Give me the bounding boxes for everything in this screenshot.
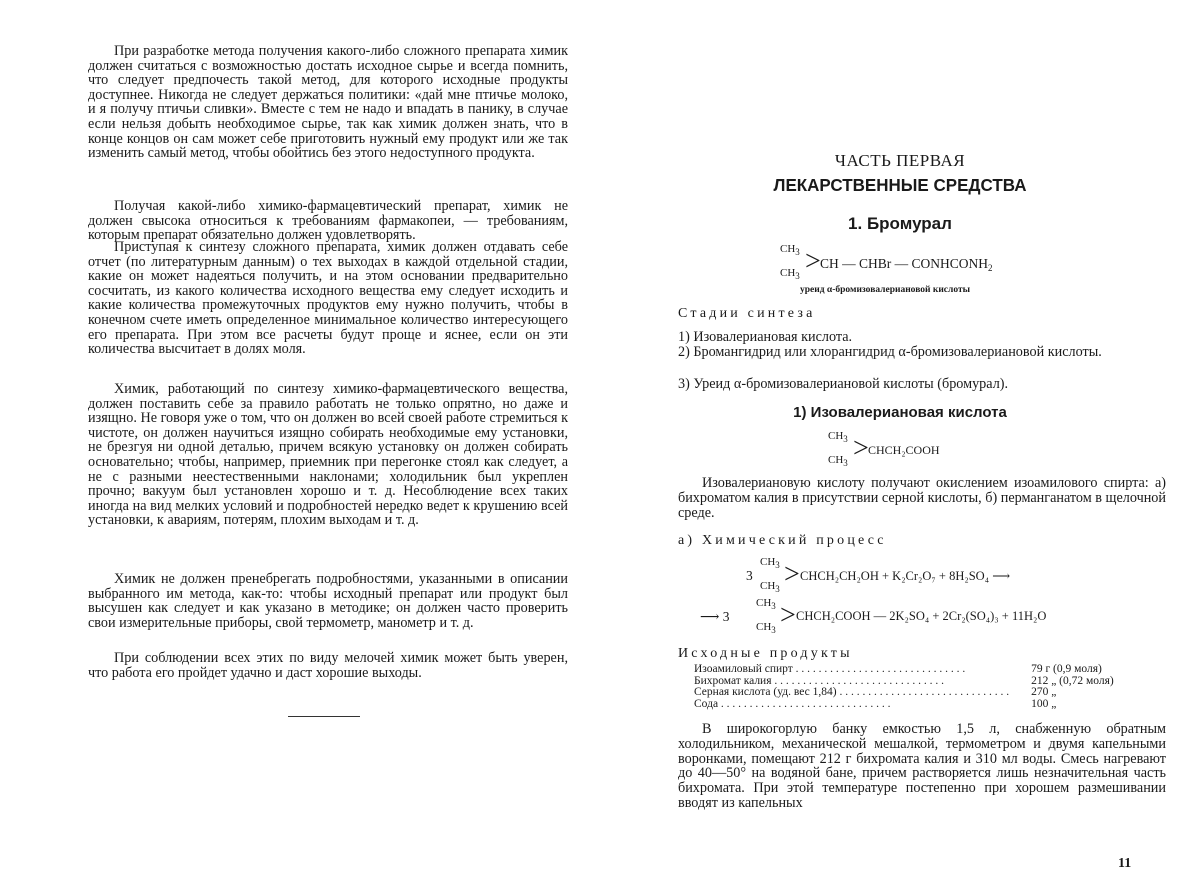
paragraph: При разработке метода получения какого-либо сложного препарата химик должен считаться с возможностью достать исходное сырье и всегда помнить, что следует предпочесть такой метод, для которого исходные продукты доступнее. Никогда не следует держаться политики: «дай мне птичье молоко, и я получу птичьи сливки». Вместе с тем не надо и впадать в панику, в случае если нельзя добыть необходимое сырье, так как химик должен знать, что в конце концов он сам может себе приготовить нужный ему продукт или же так изменить самый метод, чтобы обойтись без этого недоступного продукта. [88,43,568,162]
reaction-line-2-right: CHCH₂COOH — 2K₂SO₄ + 2Cr₂(SO₄)₃ + 11H₂O [796,609,1047,623]
ingredient-name: Серная кислота (уд. вес 1,84) . . . . . . . . . . . . . . . . . . . . . . . . . . . . . . [694,687,1010,698]
paragraph: Химик, работающий по синтезу химико-фармацевтического вещества, должен поставить себе за правило работать не только опрятно, но даже и изящно. Не говоря уже о том, что он должен во всей своей работе стремиться к чистоте, он должен научиться изящно собирать необходимые ему установки, не брезгуя ни одной деталью, причем всякую установку он должен собирать основательно; чтобы, например, приемник при перегонке стоял как следует, а не с разными неестественными наклонами; холодильник был укреплен прочно; вакуум был установлен хорошо и т. д. Несоблюдение всех таких иногда на вид мелких условий и подробностей нередко ведет к крушению всей установки, к авариям, потерям, плохим выходам и т. д. [88,381,568,529]
subsection-title: 1) Изовалериановая кислота [793,404,1007,421]
ingredients-heading: Исходные продукты [678,646,853,661]
part-title: ЧАСТЬ ПЕРВАЯ [834,151,966,170]
bromural-formula-right: CH — CHBr — CONHCONH [820,256,989,271]
ingredient-name: Изоамиловый спирт . . . . . . . . . . . . . . . . . . . . . . . . . . . . . . [694,664,966,675]
intro-paragraph: Изовалериановую кислоту получают окислением изоамилового спирта: а) бихроматом калия в присутствии серной кислоты, б) перманганатом в щелочной среде. [678,475,1166,521]
ingredient-name: Бихромат калия . . . . . . . . . . . . . . . . . . . . . . . . . . . . . . [694,675,944,687]
right-page: ЧАСТЬ ПЕРВАЯ ЛЕКАРСТВЕННЫЕ СРЕДСТВА 1. Бромурал $CH_3$ $CH_3$ > CH — CHBr — $CONHCONH_2$ уреид α-бромизовалериановой кислоты Стадии синтеза 1) Изовалериановая кислота. 2) Бромангидрид или хлорангидрид α-бромизовалериановой кислоты. 3) Уреид α-бромизовалериановой кислоты (бромурал). 1) Изовалериановая кислота $CH_3$ $CH_3$ > CHCH₂COOH Изовалериановую кислоту получают окислением изоамилового спирта: а) бихроматом калия в присутствии серной кислоты, б) перманганатом в щелочной среде. а) Химический процесс 3 $CH_3$ $CH_3$ > CHCH₂CH₂OH + K₂Cr₂O₇ + 8H₂SO₄ ⟶ ⟶ 3 $CH_3$ $CH_3$ > CHCH₂COOH — 2K₂SO₄ + 2Cr₂(SO₄)₃ + 11H₂O Исходные продукты Изоамиловый спирт . . . . . . . . . . . . . . . . . . . . . . . . . . . . . . 79 г (0,9 моля) Бихромат калия . . . . . . . . . . . . . . . . . . . . . . . . . . . . . . 212 „ (0,72 моля) Серная кислота (уд. вес 1,84) . . . . . . . . . . . . . . . . . . . . . . . . . . . . . . 270 „ Сода . . . . . . . . . . . . . . . . . . . . . . . . . . . . . . 100 „ В широкогорлую банку емкостью 1,5 л, снабженную обратным холодильником, механической мешалкой, термометром и двумя капельными воронками, помещают 212 г бихромата калия и 310 мл воды. Смесь нагревают до 40—50° на водяной бане, причем растворяется лишь незначительная часть бихромата. При этой температуре постепенно при хорошем размешивании вводят из капельных [600,0,1200,895]
formula-caption: уреид α-бромизовалериановой кислоты [800,285,971,295]
paragraph: Химик не должен пренебрегать подробностями, указанными в описании выбранного им метода, как-то: чтобы исходный препарат или продукт был высушен как следует и как указано в методике; он должен часто проверить свои измерительные приборы, свой термометр, манометр и т. д. [88,571,568,631]
ingredient-amount: 270 „ [1031,686,1057,698]
process-heading: а) Химический процесс [678,533,887,548]
page-number: 11 [1118,856,1132,871]
reaction-line-1-right: CHCH₂CH₂OH + K₂Cr₂O₇ + 8H₂SO₄ ⟶ [800,569,1011,583]
ingredients-table [694,664,1114,710]
section-divider-tick [296,716,306,717]
ingredient-amount: 100 „ [1031,697,1057,710]
ingredient-row [694,664,1114,676]
stage-item: 1) Изовалериановая кислота. [678,329,853,345]
stage-item: 2) Бромангидрид или хлорангидрид α-бромизовалериановой кислоты. [678,344,1102,360]
paragraph: При соблюдении всех этих по виду мелочей химик может быть уверен, что работа его пройдет удачно и даст хорошие выходы. [88,650,568,681]
stages-heading: Стадии синтеза [678,306,816,321]
paragraph: Получая какой-либо химико-фармацевтический препарат, химик не должен свысока относиться к требованиям фармакопеи, — требованиям, которым препарат обязательно должен удовлетворять. [88,198,568,244]
paragraph: Приступая к синтезу сложного препарата, химик должен отдавать себе отчет (по литературным данным) о тех выходах в каждой отдельной стадии, какие он может надеяться получить, и на этом основании предварительно сосчитать, из какого количества исходного вещества ему следует исходить и какие количества промежуточных продуктов ему нужно получить, чтобы в конечном счете иметь определенное минимальное количество интересующего его препарата. При этом все расчеты будут проще и яснее, если он эти количества высчитает в долях моля. [88,239,568,358]
ingredient-row [694,687,1114,699]
section-title: ЛЕКАРСТВЕННЫЕ СРЕДСТВА [773,175,1027,196]
ingredient-amount: 79 г (0,9 моля) [1031,663,1102,675]
ingredient-name: Сода . . . . . . . . . . . . . . . . . . . . . . . . . . . . . . [694,698,891,710]
ingredient-amount: 212 „ (0,72 моля) [1031,674,1114,687]
final-paragraph: В широкогорлую банку емкостью 1,5 л, снабженную обратным холодильником, механической мешалкой, термометром и двумя капельными воронками, помещают 212 г бихромата калия и 310 мл воды. Смесь нагревают до 40—50° на водяной бане, причем растворяется лишь незначительная часть бихромата. При этой температуре постепенно при хорошем размешивании вводят из капельных [678,721,1166,811]
ingredient-row [694,699,1114,711]
acid-formula-right: CHCH₂COOH [868,443,940,457]
chapter-title: 1. Бромурал [848,214,952,233]
stage-item: 3) Уреид α-бромизовалериановой кислоты (бромурал). [678,376,1009,392]
